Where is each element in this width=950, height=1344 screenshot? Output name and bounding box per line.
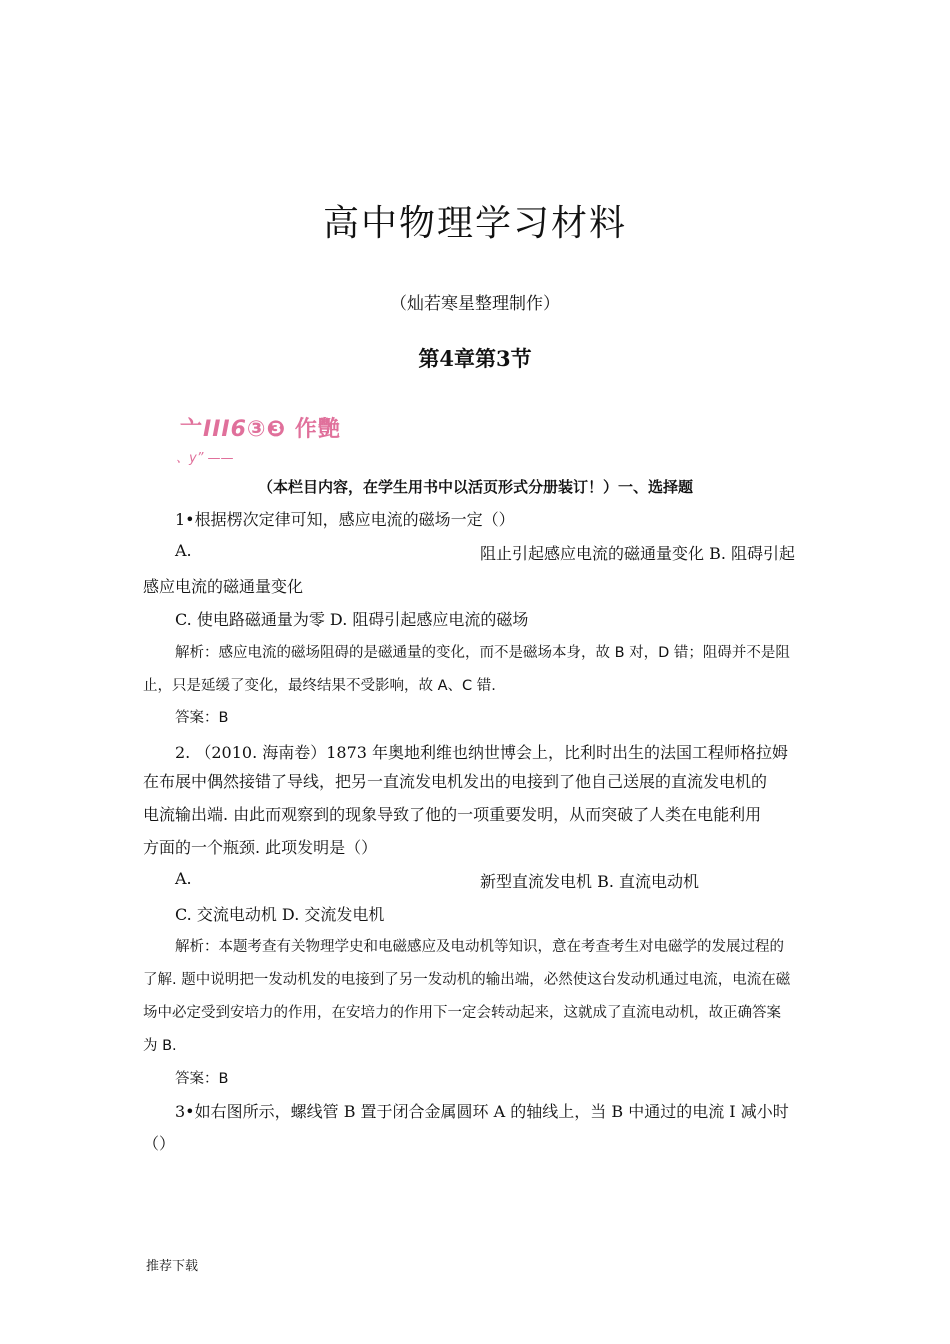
logo-part-c: 6 — [230, 417, 247, 442]
logo-part-b: III — [203, 417, 231, 442]
logo-part-a: 亠 — [180, 417, 204, 442]
logo-part-d: 作艷 — [294, 417, 341, 442]
q2-opt-cd: C. 交流电动机 D. 交流发电机 — [175, 905, 385, 924]
q2-analysis-2: 了解. 题中说明把一发动机发的电接到了另一发动机的输出端，必然使这台发动机通过电流，电流在磁 — [143, 972, 791, 988]
q1-stem: 1•根据楞次定律可知，感应电流的磁场一定（） — [175, 510, 515, 529]
section-logo — [180, 412, 341, 443]
q1-opt-a-label: A. — [175, 541, 192, 560]
q2-opt-ab: 新型直流发电机 B. 直流电动机 — [480, 872, 700, 891]
q2-analysis-3: 场中必定受到安培力的作用，在安培力的作用下一定会转动起来，这就成了直流电动机，故正确答案 — [143, 1005, 781, 1021]
chapter-heading: 第4章第3节 — [418, 346, 532, 371]
q2-answer: 答案：B — [175, 1071, 229, 1087]
q3-line-1: 3•如右图所示，螺线管 B 置于闭合金属圆环 A 的轴线上，当 B 中通过的电流 I 减小时 — [175, 1102, 789, 1121]
q1-opt-cd: C. 使电路磁通量为零 D. 阻碍引起感应电流的磁场 — [175, 610, 529, 629]
logo-circled: ③❸ — [246, 417, 287, 442]
q2-line-2: 在布展中偶然接错了导线，把另一直流发电机发出的电接到了他自己送展的直流发电机的 — [143, 772, 768, 791]
q1-opt-a-text: 阻止引起感应电流的磁通量变化 B. 阻碍引起 — [480, 544, 796, 563]
page-subtitle: （灿若寒星整理制作） — [390, 294, 560, 314]
q1-analysis-1: 解析：感应电流的磁场阻碍的是磁通量的变化，而不是磁场本身，故 B 对，D 错；阻碍并不是阻 — [175, 645, 790, 661]
q2-analysis-4: 为 B. — [143, 1038, 177, 1054]
q2-opt-a-label: A. — [175, 869, 192, 888]
q2-analysis-1: 解析：本题考查有关物理学史和电磁感应及电动机等知识，意在考查考生对电磁学的发展过程的 — [175, 939, 784, 955]
q1-opt-a-cont: 感应电流的磁通量变化 — [143, 577, 304, 596]
q2-line-3: 电流输出端. 由此而观察到的现象导致了他的一项重要发明，从而突破了人类在电能利用 — [143, 805, 762, 824]
logo-sub: 、y” —— — [176, 451, 234, 466]
notice-line: （本栏目内容，在学生用书中以活页形式分册装订！）一、选择题 — [258, 478, 694, 496]
q1-analysis-2: 止，只是延缓了变化，最终结果不受影响，故 A、C 错. — [143, 678, 496, 694]
page-title: 高中物理学习材料 — [322, 203, 627, 244]
q2-line-4: 方面的一个瓶颈. 此项发明是（） — [143, 838, 378, 857]
q1-answer: 答案：B — [175, 710, 229, 726]
q2-line-1: 2. （2010. 海南卷）1873 年奥地利维也纳世博会上，比利时出生的法国工程师格拉姆 — [175, 743, 789, 762]
q3-line-2: （） — [143, 1134, 176, 1153]
footer-recommend: 推荐下载 — [146, 1259, 199, 1274]
